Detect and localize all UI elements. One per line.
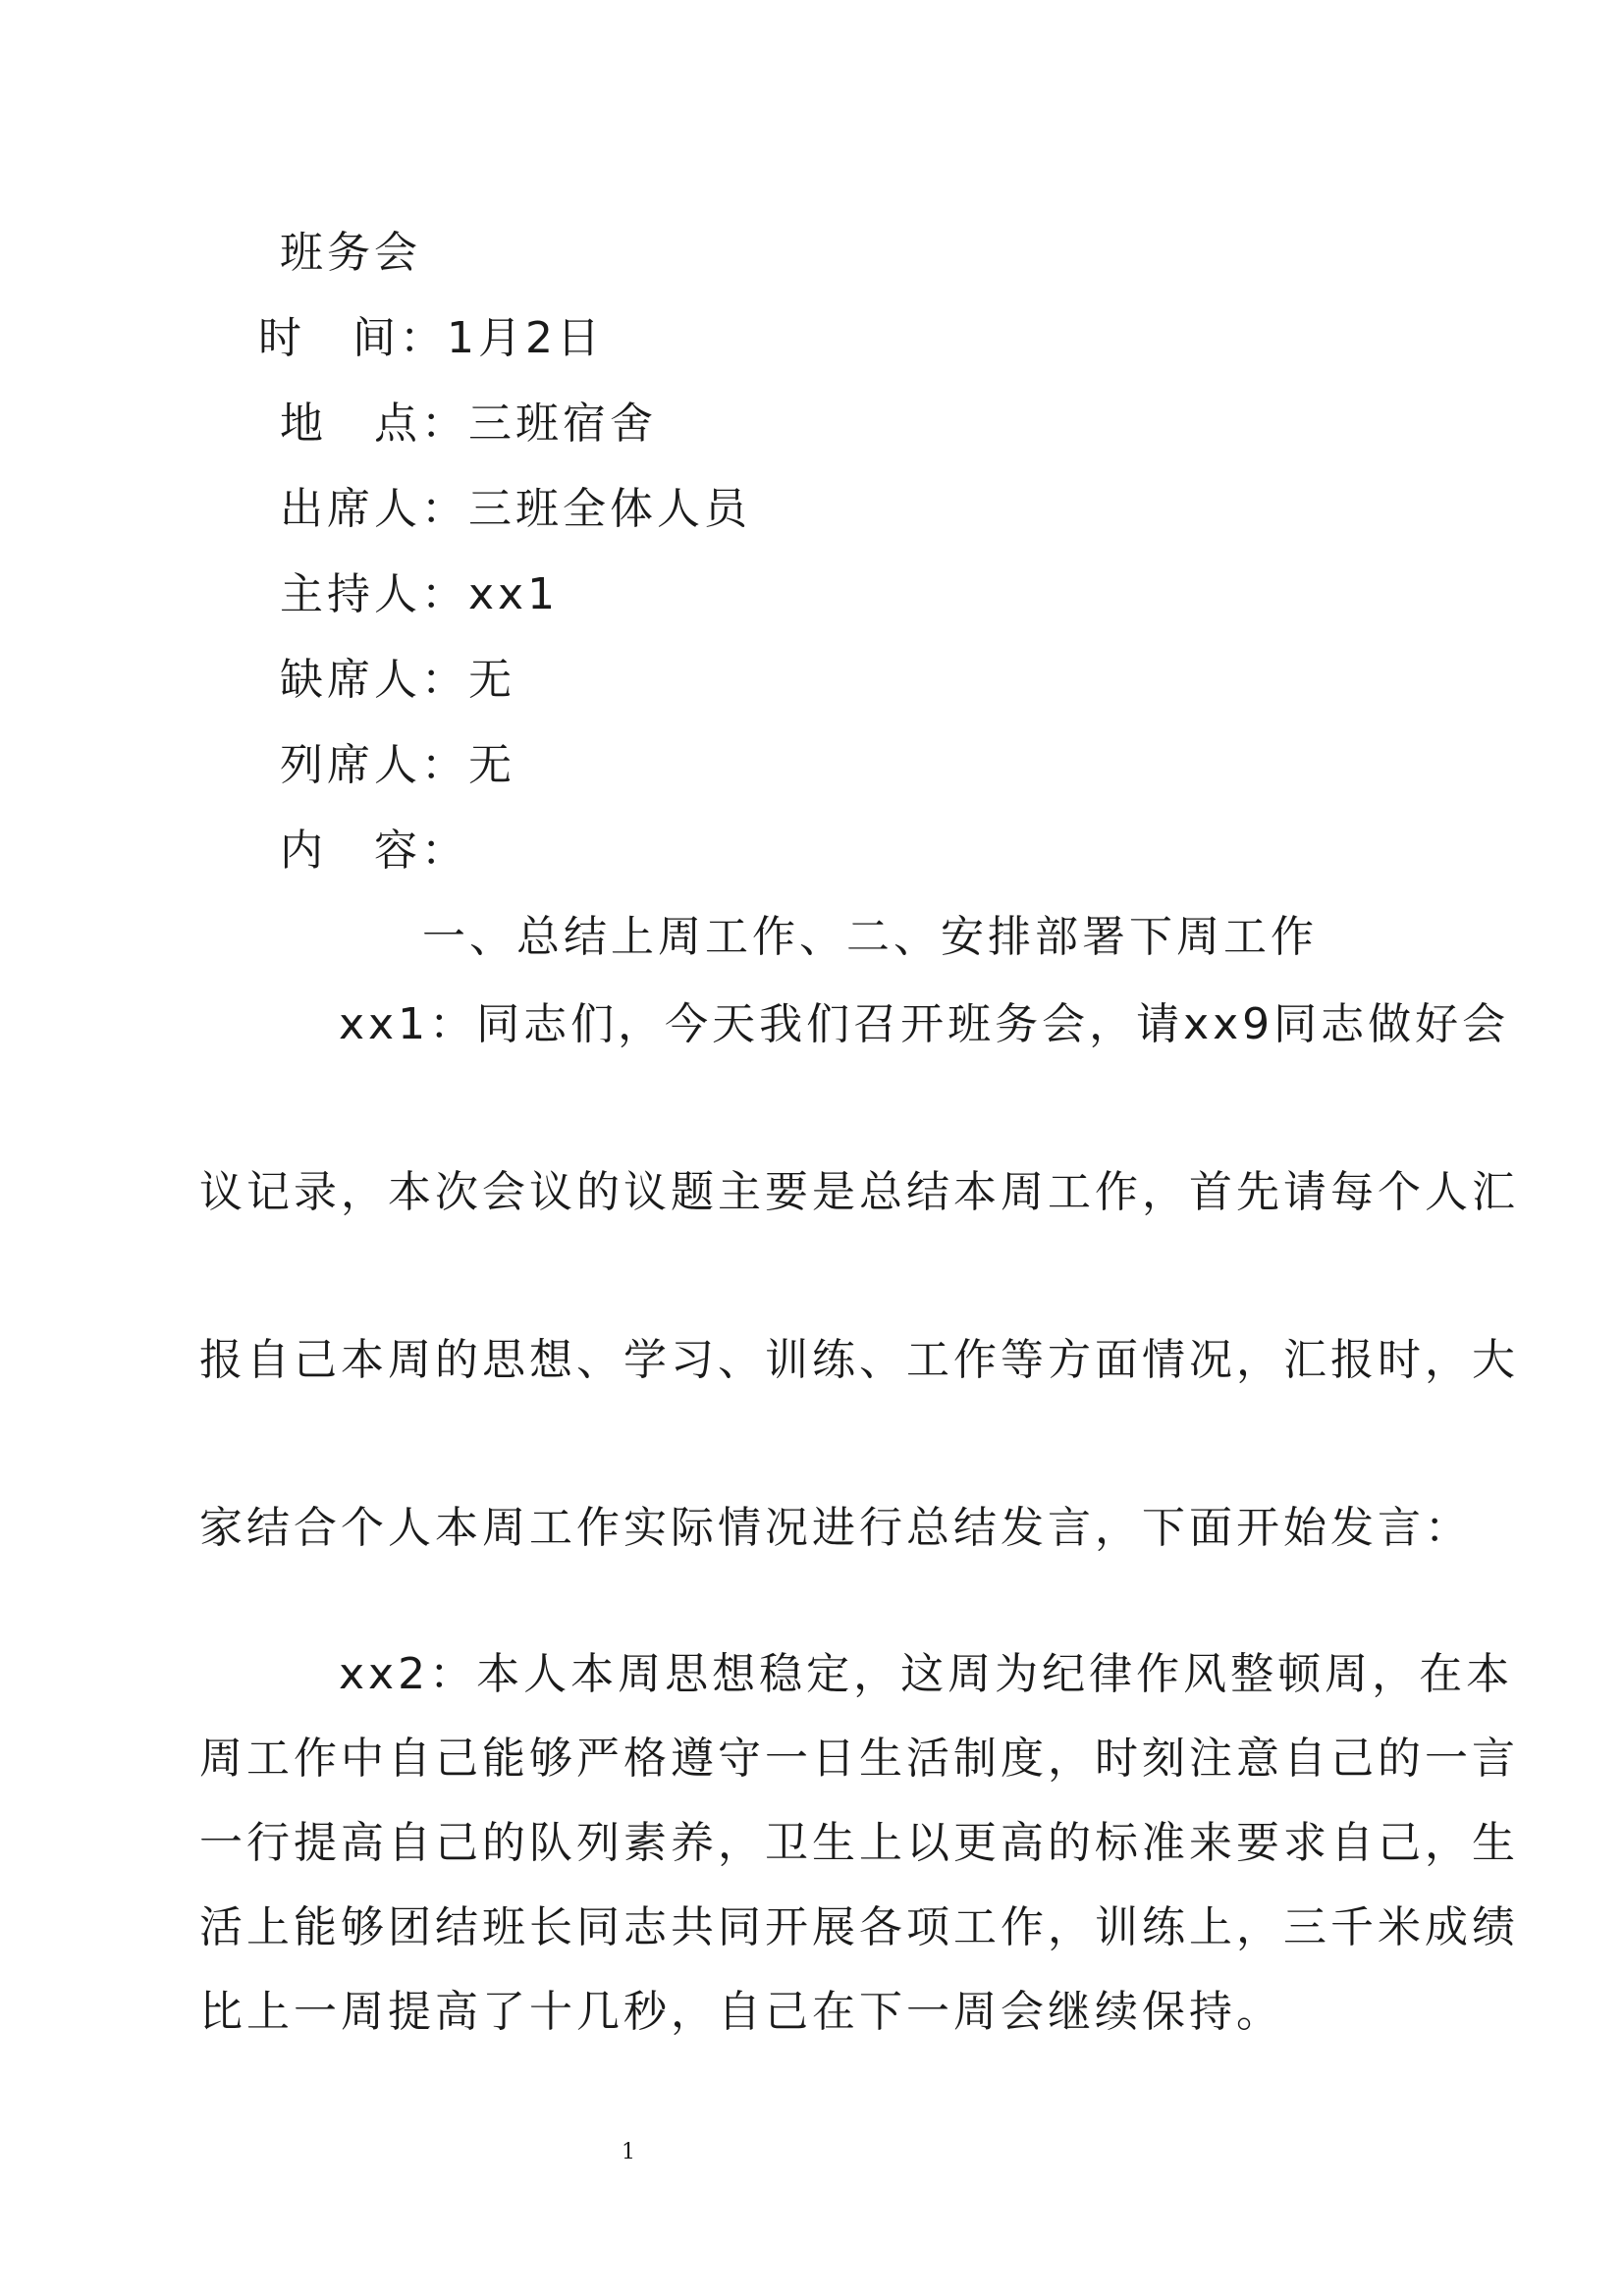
field-observers-value: 无 — [468, 740, 515, 790]
paragraph-1-line-2: 议记录，本次会议的议题主要是总结本周工作，首先请每个人汇 — [199, 1167, 1519, 1217]
field-place-label: 地 点： — [280, 399, 468, 449]
paragraph-1-line-3: 报自己本周的思想、学习、训练、工作等方面情况，汇报时，大 — [199, 1335, 1519, 1385]
field-attendees — [280, 480, 751, 539]
field-observers-label: 列席人： — [280, 740, 468, 790]
field-content-label: 内 容： — [280, 826, 468, 876]
paragraph-2-line-3: 一行提高自己的队列素养，卫生上以更高的标准来要求自己，生 — [199, 1818, 1519, 1868]
field-place — [280, 395, 657, 454]
field-place-value: 三班宿舍 — [468, 399, 657, 449]
field-absent-value: 无 — [468, 655, 515, 705]
field-observers — [280, 736, 515, 795]
paragraph-1-line-1: xx1：同志们，今天我们召开班务会，请xx9同志做好会 — [339, 999, 1510, 1049]
field-content — [280, 822, 468, 881]
field-time-label: 时 间： — [258, 313, 447, 363]
field-host-label: 主持人： — [280, 569, 468, 619]
agenda-heading: 一、总结上周工作、二、安排部署下周工作 — [422, 912, 1318, 962]
paragraph-2-line-1: xx2：本人本周思想稳定，这周为纪律作风整顿周，在本 — [339, 1649, 1514, 1699]
page-number: 1 — [622, 2140, 635, 2164]
field-absent-label: 缺席人： — [280, 655, 468, 705]
paragraph-2-line-2: 周工作中自己能够严格遵守一日生活制度，时刻注意自己的一言 — [199, 1734, 1519, 1784]
field-time-value: 1月2日 — [447, 313, 604, 363]
field-attendees-value: 三班全体人员 — [468, 484, 751, 534]
field-host-value: xx1 — [468, 569, 560, 619]
paragraph-1-line-4: 家结合个人本周工作实际情况进行总结发言，下面开始发言： — [199, 1503, 1472, 1553]
paragraph-2-line-4: 活上能够团结班长同志共同开展各项工作，训练上，三千米成绩 — [199, 1902, 1519, 1952]
field-time — [258, 309, 604, 368]
document-title: 班务会 — [280, 228, 421, 278]
field-host — [280, 565, 559, 624]
field-absent — [280, 651, 515, 710]
paragraph-2-line-5: 比上一周提高了十几秒，自己在下一周会继续保持。 — [199, 1987, 1283, 2037]
field-attendees-label: 出席人： — [280, 484, 468, 534]
